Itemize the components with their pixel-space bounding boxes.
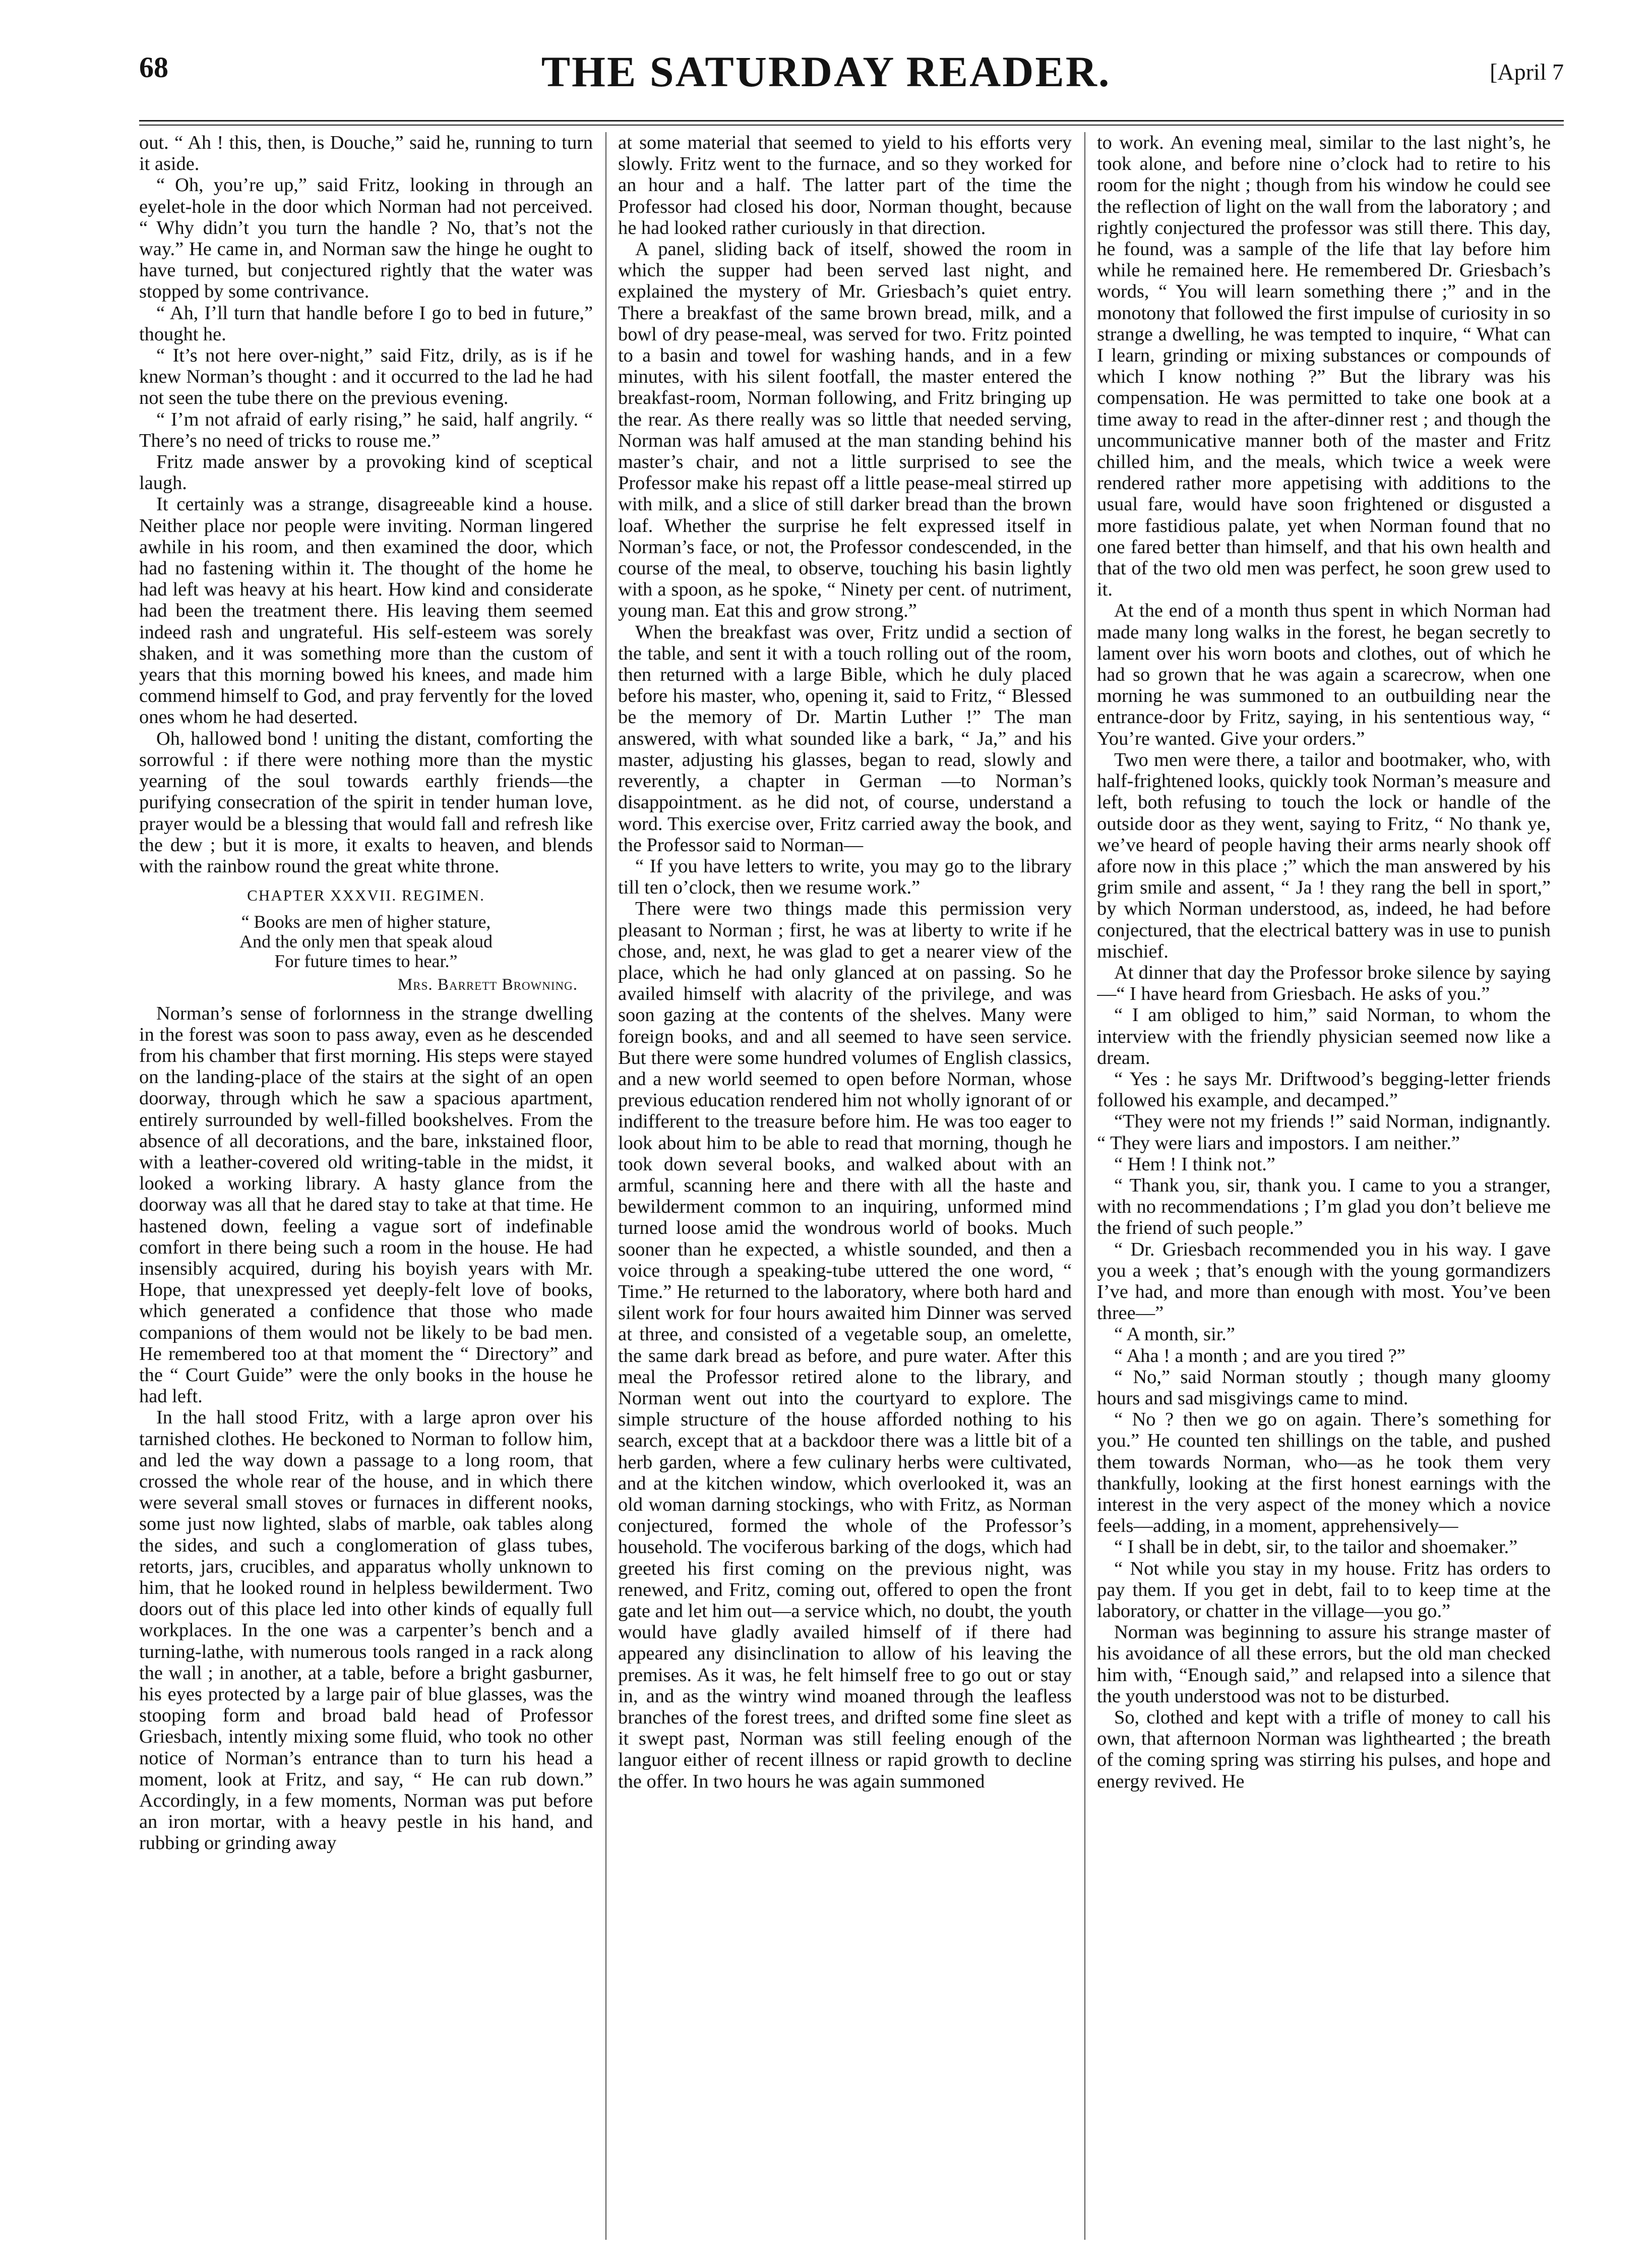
column-1 xyxy=(139,132,593,2240)
paragraph: “ Thank you, sir, thank you. I came to you a stranger, with no recommendations ; I’m glad you don’t believe me the friend of such people.” xyxy=(1097,1174,1551,1239)
paragraph: “ I am obliged to him,” said Norman, to whom the interview with the friendly physician seemed now like a dream. xyxy=(1097,1004,1551,1068)
article-columns xyxy=(139,132,1564,2240)
paragraph: Fritz made answer by a provoking kind of sceptical laugh. xyxy=(139,451,593,494)
paragraph: There were two things made this permission very pleasant to Norman ; first, he was at liberty to write if he chose, and, next, he was glad to get a nearer view of the place, which he had only glanced at on passing. So he availed himself with alacrity of the privilege, and was soon gazing at the contents of the shelves. Many were foreign books, and and all seemed to have seen service. But there were some hundred volumes of English classics, and a new world seemed to open before Norman, whose previous education rendered him not wholly ignorant of or indifferent to the treasure before him. He was too eager to look about him to be able to read that morning, though he took down several books, and walked about with an armful, scanning here and there with all the haste and bewilderment common to an inquiring, unformed mind turned loose amid the wondrous world of books. Much sooner than he expected, a whistle sounded, and then a voice through a speaking-tube uttered the one word, “ Time.” He returned to the laboratory, where both hard and silent work for four hours awaited him Dinner was served at three, and consisted of a vegetable soup, an omelette, the same dark bread as before, and pure water. After this meal the Professor retired alone to the library, and Norman went out into the courtyard to explore. The simple structure of the house afforded nothing to his search, except that at a backdoor there was a little bit of a herb garden, where a few culinary herbs were cultivated, and at the kitchen window, which overlooked it, was an old woman darning stockings, who with Fritz, as Norman conjectured, formed the whole of the Professor’s household. The vociferous barking of the dogs, which had greeted his first coming on the previous night, was renewed, and Fritz, coming out, offered to open the front gate and let him out—a service which, no doubt, the youth would have gladly availed himself of if there had appeared any disinclination to allow of his leaving the premises. As it was, he felt himself free to go out or stay in, and as the wintry wind moaned through the leafless branches of the forest trees, and drifted some fine sleet as it swept past, Norman was still feeling enough of the languor either of recent illness or rapid growth to decline the offer. In two hours he was again summoned xyxy=(618,898,1072,1792)
paragraph: “ Yes : he says Mr. Driftwood’s begging-letter friends followed his example, and decamped.” xyxy=(1097,1068,1551,1111)
paragraph: “ I’m not afraid of early rising,” he said, half angrily. “ There’s no need of tricks to rouse me.” xyxy=(139,408,593,451)
paragraph: to work. An evening meal, similar to the last night’s, he took alone, and before nine o’clock had to retire to his room for the night ; though from his window he could see the reflection of light on the wall from the laboratory ; and rightly conjectured the professor was still there. This day, he found, was a sample of the life that lay before him while he remained here. He remembered Dr. Griesbach’s words, “ You will learn something there ;” and in the monotony that followed the first impulse of curiosity in so strange a dwelling, he was tempted to inquire, “ What can I learn, grinding or mixing substances or compounds of which I know nothing ?” But the library was his compensation. He was permitted to take one book at a time away to read in the after-dinner rest ; and though the uncommunicative manner both of the master and Fritz chilled him, and the meals, which twice a week were rendered rather more appetising with additions to the usual fare, would have soon frightened or disgusted a more fastidious palate, yet when Norman found that no one fared better than himself, and that his own health and that of the two old men was perfect, he soon grew used to it. xyxy=(1097,132,1551,601)
paragraph: “ No ? then we go on again. There’s something for you.” He counted ten shillings on the table, and pushed them towards Norman, who—as he took them very thankfully, looking at the first honest earnings with the interest in the very aspect of the money which a novice feels—adding, in a moment, apprehensively— xyxy=(1097,1409,1551,1537)
chapter-heading: CHAPTER XXXVII. REGIMEN. xyxy=(247,886,485,905)
epigraph-author: Mrs. Barrett Browning. xyxy=(397,976,578,994)
paragraph: So, clothed and kept with a trifle of money to call his own, that afternoon Norman was lighthearted ; the breath of the coming spring was stirring his pulses, and hope and energy revived. He xyxy=(1097,1707,1551,1792)
paragraph: Oh, hallowed bond ! uniting the distant, comforting the sorrowful : if there were nothing more than the mystic yearning of the soul towards earthly friends—the purifying consecration of the spirit in tender human love, prayer would be a blessing that would fall and refresh like the dew ; but it is more, it exalts to heaven, and blends with the rainbow round the great white throne. xyxy=(139,728,593,877)
paragraph: “ Hem ! I think not.” xyxy=(1114,1153,1275,1175)
paragraph: Norman’s sense of forlornness in the strange dwelling in the forest was soon to pass away, even as he descended from his chamber that first morning. His steps were stayed on the landing-place of the stairs at the sight of an open doorway, through which he saw a spacious apartment, entirely surrounded by well-filled bookshelves. From the absence of all decorations, and the bare, inkstained floor, with a leather-covered old writing-table in the midst, it looked a working library. A hasty glance from the doorway was all that he dared stay to take at that time. He hastened down, feeling a vague sort of indefinable comfort in there being such a room in the house. He had insensibly acquired, during his boyish years with Mr. Hope, that unexpressed yet deeply-felt love of books, which generated a confidence that those who made companions of them would not be likely to be bad men. He remembered too at that moment the “ Directory” and the “ Court Guide” were the only books in the house he had left. xyxy=(139,1002,593,1407)
paragraph: Norman was beginning to assure his strange master of his avoidance of all these errors, but the old man checked him with, “Enough said,” and relapsed into a silence that the youth understood was not to be disturbed. xyxy=(1097,1622,1551,1707)
paragraph: “They were not my friends !” said Norman, indignantly. “ They were liars and impostors. I am neither.” xyxy=(1097,1111,1551,1154)
epigraph-line: And the only men that speak aloud xyxy=(239,931,493,952)
epigraph-line: “ Books are men of higher stature, xyxy=(241,912,491,932)
header-rule xyxy=(139,120,1564,126)
paragraph: “ Not while you stay in my house. Fritz has orders to pay them. If you get in debt, fail to to keep time at the laboratory, or chatter in the village—you go.” xyxy=(1097,1558,1551,1622)
paragraph: At the end of a month thus spent in which Norman had made many long walks in the forest, he began secretly to lament over his worn boots and clothes, out of which he had so grown that he was again a scarecrow, when one morning he was summoned to an outbuilding near the entrance-door by Fritz, saying, in his sententious way, “ You’re wanted. Give your orders.” xyxy=(1097,600,1551,749)
paragraph: “ I shall be in debt, sir, to the tailor and shoemaker.” xyxy=(1114,1536,1518,1558)
paragraph: At dinner that day the Professor broke silence by saying—“ I have heard from Griesbach. He asks of you.” xyxy=(1097,962,1551,1005)
paragraph: When the breakfast was over, Fritz undid a section of the table, and sent it with a touch rolling out of the room, then returned with a large Bible, which he duly placed before his master, who, opening it, said to Fritz, “ Blessed be the memory of Dr. Martin Luther !” The man answered, with what sounded like a bark, “ Ja,” and his master, adjusting his glasses, began to read, slowly and reverently, a chapter in German —to Norman’s disappointment. as he did not, of course, understand a word. This exercise over, Fritz carried away the book, and the Professor said to Norman— xyxy=(618,621,1072,856)
issue-date: [April 7 xyxy=(1490,59,1564,85)
paragraph: “ Dr. Griesbach recommended you in his way. I gave you a week ; that’s enough with the young gormandizers I’ve had, and more than enough with most. You’ve been three—” xyxy=(1097,1238,1551,1324)
column-2 xyxy=(618,132,1072,2240)
paragraph: “ It’s not here over-night,” said Fitz, drily, as is if he knew Norman’s thought : and it occurred to the lad he had not seen the tube there on the previous evening. xyxy=(139,345,593,409)
column-3 xyxy=(1097,132,1551,2240)
paragraph: “ No,” said Norman stoutly ; though many gloomy hours and sad misgivings came to mind. xyxy=(1097,1366,1551,1409)
paragraph: “ A month, sir.” xyxy=(1114,1324,1235,1345)
paragraph: “ Ah, I’ll turn that handle before I go to bed in future,” thought he. xyxy=(139,302,593,345)
paragraph: at some material that seemed to yield to his efforts very slowly. Fritz went to the furnace, and so they worked for an hour and a half. The latter part of the time the Professor had closed his door, Norman thought, because he had looked rather curiously in that direction. xyxy=(618,132,1072,239)
paragraph: A panel, sliding back of itself, showed the room in which the supper had been served last night, and explained the mystery of Mr. Griesbach’s quiet entry. There a breakfast of the same brown bread, milk, and a bowl of dry pease-meal, was served for two. Fritz pointed to a basin and towel for washing hands, and in a few minutes, with his silent footfall, the master entered the breakfast-room, Norman following, and Fritz bringing up the rear. As there really was so little that needed serving, Norman was half amused at the man standing behind his master’s chair, and not a little surprised to see the Professor make his repast off a little pease-meal stirred up with milk, and a slice of still darker bread than the brown loaf. Whether the surprise he felt expressed itself in Norman’s face, or not, the Professor condescended, in the course of the meal, to observe, touching his basin lightly with a spoon, as he spoke, “ Ninety per cent. of nutriment, young man. Eat this and grow strong.” xyxy=(618,239,1072,622)
paragraph: It certainly was a strange, disagreeable kind a house. Neither place nor people were inviting. Norman lingered awhile in his room, and then examined the door, which had no fastening within it. The thought of the home he had left was heavy at his heart. How kind and considerate had been the treatment there. His leaving them seemed indeed rash and ungrateful. His self-esteem was sorely shaken, and it was something more than the custom of years that this morning bowed his knees, and made him commend himself to God, and pray fervently for the loved ones whom he had deserted. xyxy=(139,494,593,728)
paragraph: “ If you have letters to write, you may go to the library till ten o’clock, then we resume work.” xyxy=(618,855,1072,899)
paragraph: out. “ Ah ! this, then, is Douche,” said he, running to turn it aside. xyxy=(139,132,593,175)
paragraph: “ Oh, you’re up,” said Fritz, looking in through an eyelet-hole in the door which Norman had not perceived. “ Why didn’t you turn the handle ? No, that’s not the way.” He came in, and Norman saw the hinge he ought to have turned, but conjectured rightly that the water was stopped by some contrivance. xyxy=(139,174,593,303)
epigraph xyxy=(139,912,593,971)
paragraph: Two men were there, a tailor and bootmaker, who, with half-frightened looks, quickly took Norman’s measure and left, both refusing to touch the lock or handle of the outside door as they went, saying to Fritz, “ No thank ye, we’ve heard of people having their arms nearly shook off afore now in this place ;” which the man answered by his grim smile and assent, “ Ja ! they rang the bell in sport,” by which Norman understood, as, indeed, he had before conjectured, that the electrical battery was in use to punish mischief. xyxy=(1097,749,1551,962)
paragraph: “ Aha ! a month ; and are you tired ?” xyxy=(1114,1345,1405,1366)
epigraph-line: For future times to hear.” xyxy=(274,951,458,972)
page-number: 68 xyxy=(139,51,168,84)
masthead-title: THE SATURDAY READER. xyxy=(541,47,1111,96)
paragraph: In the hall stood Fritz, with a large apron over his tarnished clothes. He beckoned to Norman to follow him, and led the way down a passage to a long room, that crossed the whole rear of the house, and in which there were several small stoves or furnaces in different nooks, some just now lighted, slabs of marble, oak tables along the sides, and such a conglomeration of glass tubes, retorts, jars, crucibles, and apparatus wholly unknown to him, that he looked round in helpless bewilderment. Two doors out of this place led into other kinds of equally full workplaces. In the one was a carpenter’s bench and a turning-lathe, with numerous tools ranged in a rack along the wall ; in another, at a table, before a bright gasburner, his eyes protected by a large pair of blue glasses, was the stooping form and broad bald head of Professor Griesbach, intently mixing some fluid, who took no other notice of Norman’s entrance than to turn his head a moment, look at Fritz, and say, “ He can rub down.” Accordingly, in a few moments, Norman was put before an iron mortar, with a heavy pestle in his hand, and rubbing or grinding away xyxy=(139,1407,593,1854)
column-divider xyxy=(605,132,606,2240)
page-header xyxy=(0,0,1652,126)
column-divider xyxy=(1084,132,1085,2240)
